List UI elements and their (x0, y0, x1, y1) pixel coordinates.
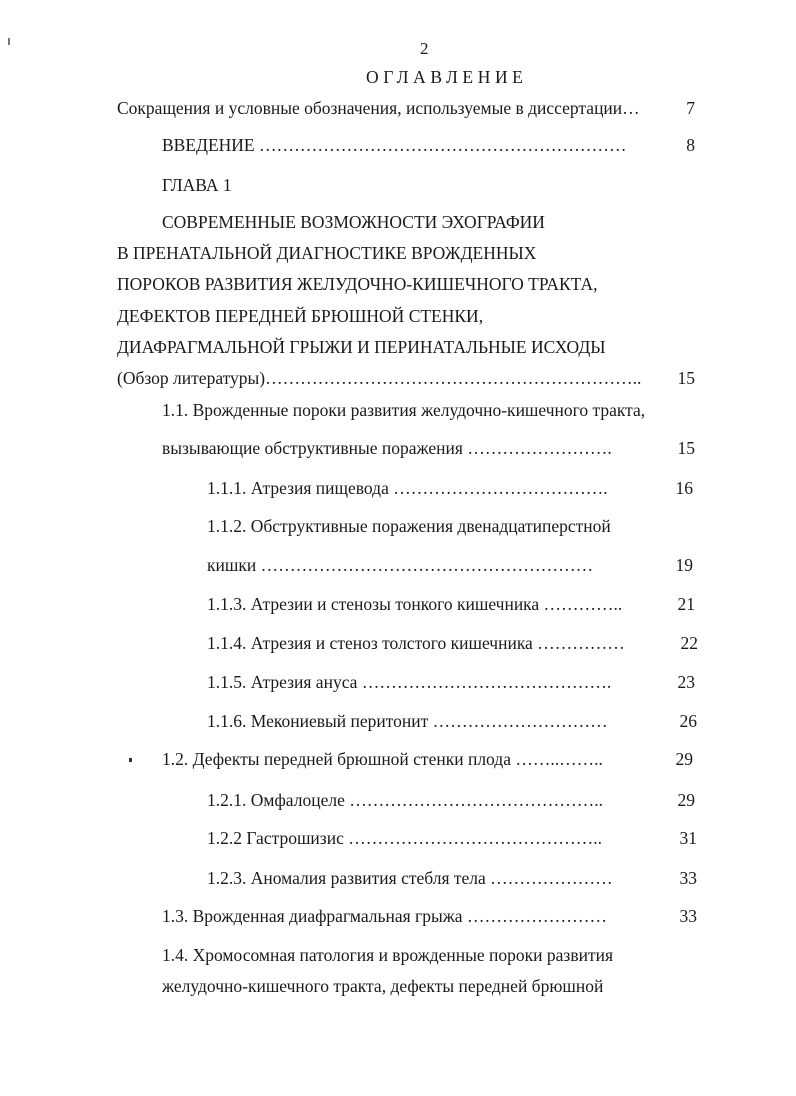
toc-page-number: 19 (675, 555, 693, 575)
toc-entry-1-1-3: 1.1.3. Атрезии и стенозы тонкого кишечника ………….. (207, 594, 623, 614)
toc-entry-1-2: 1.2. Дефекты передней брюшной стенки плода ……..…….. (162, 749, 603, 769)
chapter-label: ГЛАВА 1 (162, 175, 232, 195)
toc-page-number: 33 (679, 906, 697, 926)
page-number: 2 (420, 39, 429, 58)
toc-page-number: 15 (677, 438, 695, 458)
toc-page-number: 21 (677, 594, 695, 614)
toc-page-number: 23 (677, 672, 695, 692)
toc-page-number: 26 (679, 711, 697, 731)
toc-page-number: 29 (675, 749, 693, 769)
toc-entry-1-2-1: 1.2.1. Омфалоцеле …………………………………….. (207, 790, 603, 810)
toc-entry-review: (Обзор литературы)……………………………………………………….. (117, 368, 642, 388)
chapter-title-line: СОВРЕМЕННЫЕ ВОЗМОЖНОСТИ ЭХОГРАФИИ (162, 212, 545, 232)
chapter-title-line: ПОРОКОВ РАЗВИТИЯ ЖЕЛУДОЧНО-КИШЕЧНОГО ТРАКТА, (117, 274, 598, 294)
toc-entry-1-2-2: 1.2.2 Гастрошизис …………………………………….. (207, 828, 602, 848)
chapter-title-line: ДИАФРАГМАЛЬНОЙ ГРЫЖИ И ПЕРИНАТАЛЬНЫЕ ИСХОДЫ (117, 337, 606, 357)
toc-entry-1-4: 1.4. Хромосомная патология и врожденные пороки развития (162, 945, 614, 965)
toc-page-number: 15 (677, 368, 695, 388)
toc-entry-abbreviations: Сокращения и условные обозначения, используемые в диссертации… (117, 98, 640, 118)
toc-page-number: 16 (675, 478, 693, 498)
toc-entry-1-1-5: 1.1.5. Атрезия ануса ……………………………………. (207, 672, 612, 692)
toc-page-number: 7 (686, 98, 695, 118)
toc-entry-1-1-1: 1.1.1. Атрезия пищевода ………………………………. (207, 478, 608, 498)
toc-page-number: 33 (679, 868, 697, 888)
chapter-title-line: В ПРЕНАТАЛЬНОЙ ДИАГНОСТИКЕ ВРОЖДЕННЫХ (117, 243, 537, 263)
toc-page-number: 29 (677, 790, 695, 810)
toc-entry-1-3: 1.3. Врожденная диафрагмальная грыжа …………………… (162, 906, 607, 926)
toc-entry-1-1-cont: вызывающие обструктивные поражения ……………………. (162, 438, 612, 458)
toc-entry-1-1-2-cont: кишки ………………………………………………… (207, 555, 594, 575)
toc-entry-introduction: ВВЕДЕНИЕ ……………………………………………………… (162, 135, 627, 155)
toc-entry-1-4-cont: желудочно-кишечного тракта, дефекты передней брюшной (162, 976, 604, 996)
toc-entry-1-1: 1.1. Врожденные пороки развития желудочно-кишечного тракта, (162, 400, 646, 420)
toc-entry-1-1-6: 1.1.6. Мекониевый перитонит ………………………… (207, 711, 608, 731)
toc-entry-1-1-2: 1.1.2. Обструктивные поражения двенадцатиперстной (207, 516, 611, 536)
toc-page-number: 22 (680, 633, 698, 653)
scan-mark (8, 38, 10, 45)
chapter-title-line: ДЕФЕКТОВ ПЕРЕДНЕЙ БРЮШНОЙ СТЕНКИ, (117, 306, 484, 326)
page-title: ОГЛАВЛЕНИЕ (366, 67, 528, 87)
toc-page-number: 8 (686, 135, 695, 155)
toc-entry-1-1-4: 1.1.4. Атрезия и стеноз толстого кишечника …………… (207, 633, 625, 653)
toc-page-number: 31 (679, 828, 697, 848)
toc-entry-1-2-3: 1.2.3. Аномалия развития стебля тела ………………… (207, 868, 613, 888)
scan-mark (129, 758, 132, 762)
